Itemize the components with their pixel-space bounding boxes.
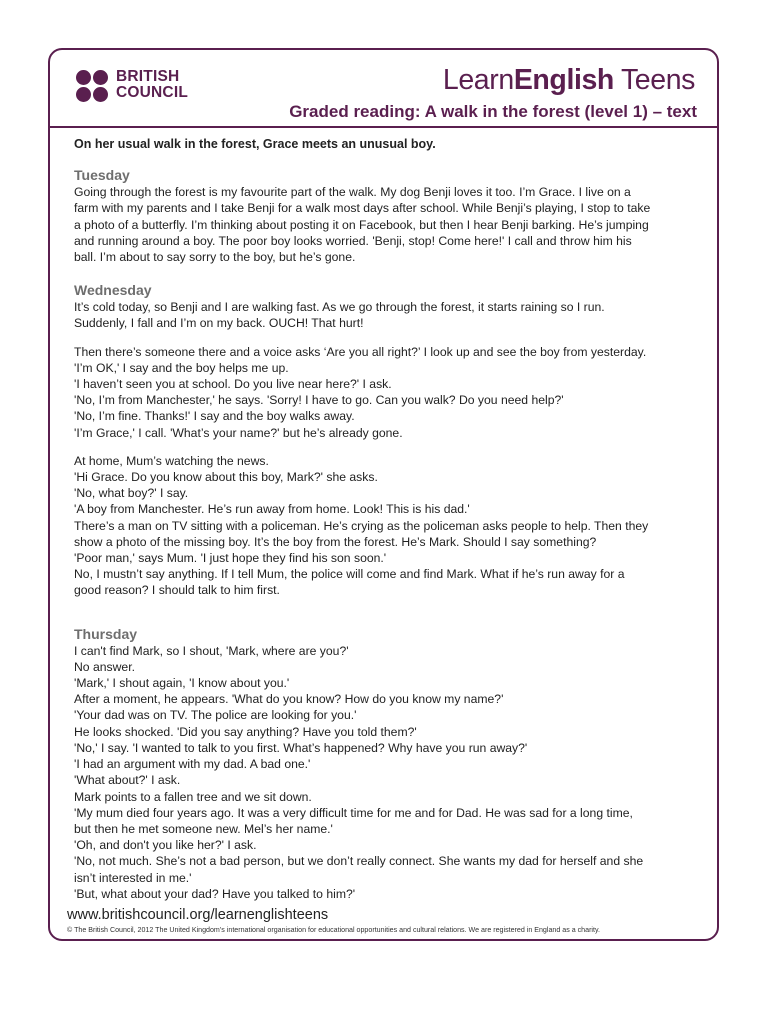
text-line: show a photo of the missing boy. It’s the boy from the forest. He’s Mark. Should I say something? (74, 534, 597, 549)
wednesday-paragraph-1 (74, 299, 704, 331)
text-line: and running around a boy. The poor boy looks worried. 'Benji, stop! Come here!' I call and throw him his (74, 233, 632, 248)
british-council-logo (76, 70, 196, 104)
text-line: 'Mark,' I shout again, 'I know about you.' (74, 676, 290, 691)
heading-thursday: Thursday (74, 625, 138, 642)
text-line: 'But, what about your dad? Have you talked to him?' (74, 886, 356, 901)
british-council-dots-icon (76, 70, 110, 104)
text-line: He looks shocked. 'Did you say anything? Have you told them?' (74, 724, 417, 739)
text-line: 'No, I’m fine. Thanks!' I say and the boy walks away. (74, 409, 355, 424)
thursday-paragraph (74, 643, 704, 902)
text-line: 'No, what boy?' I say. (74, 486, 189, 501)
brand-part-learn: Learn (442, 64, 514, 96)
text-line: a photo of a butterfly. I’m thinking about posting it on Facebook, but then I hear Benji barking. He’s jumping (74, 217, 649, 232)
text-line: After a moment, he appears. 'What do you know? How do you know my name?' (74, 692, 504, 707)
text-line: Then there’s someone there and a voice asks ‘Are you all right?’ I look up and see the boy from yesterday. (74, 344, 647, 359)
text-line: 'I had an argument with my dad. A bad one.' (74, 757, 311, 772)
text-line: 'No,' I say. 'I wanted to talk to you first. What’s happened? Why have you run away?' (74, 740, 528, 755)
text-line: 'No, I’m from Manchester,' he says. 'Sorry! I have to go. Can you walk? Do you need help?' (74, 393, 564, 408)
text-line: 'A boy from Manchester. He’s run away from home. Look! This is his dad.' (74, 502, 470, 517)
text-line: 'Oh, and don't you like her?' I ask. (74, 838, 257, 853)
document-subtitle: Graded reading: A walk in the forest (level 1) – text (289, 102, 697, 121)
heading-tuesday: Tuesday (74, 167, 130, 184)
text-line: ball. I’m about to say sorry to the boy, but he’s gone. (74, 250, 356, 265)
text-line: No answer. (74, 659, 135, 674)
footer-copyright: © The British Council, 2012 The United Kingdom’s international organisation for educational opportunities and cultural relations. We are registered in England as a charity. (67, 926, 600, 934)
text-line: farm with my parents and I take Benji for a walk most days after school. While Benji’s playing, I stop to take (74, 201, 651, 216)
org-name (116, 69, 226, 101)
tuesday-paragraph (74, 184, 704, 265)
text-line: good reason? I should talk to him first. (74, 583, 280, 598)
text-line: 'My mum died four years ago. It was a very difficult time for me and for Dad. He was sad for a long time, (74, 805, 633, 820)
page-header (50, 50, 717, 126)
text-line: 'What about?' I ask. (74, 773, 181, 788)
org-name-line2: COUNCIL (116, 84, 189, 101)
footer-website-link[interactable]: www.britishcouncil.org/learnenglishteens (67, 907, 329, 923)
learnenglish-teens-brand (443, 64, 695, 97)
text-line: I can't find Mark, so I shout, 'Mark, where are you?' (74, 643, 349, 658)
text-line: 'I haven’t seen you at school. Do you live near here?' I ask. (74, 377, 392, 392)
text-line: At home, Mum’s watching the news. (74, 453, 269, 468)
text-line: There’s a man on TV sitting with a policeman. He’s crying as the policeman asks people to help. Then they (74, 518, 649, 533)
text-line: 'I’m Grace,' I call. 'What’s your name?' but he’s already gone. (74, 425, 403, 440)
text-line: Mark points to a fallen tree and we sit down. (74, 789, 312, 804)
text-line: but then he met someone new. Mel’s her name.' (74, 821, 333, 836)
org-name-line1: BRITISH (116, 68, 180, 85)
text-line: It’s cold today, so Benji and I are walking fast. As we go through the forest, it starts raining so I run. (74, 300, 605, 315)
text-line: Going through the forest is my favourite part of the walk. My dog Benji loves it too. I’m Grace. I live on a (74, 185, 631, 200)
reading-text (74, 136, 704, 902)
wednesday-paragraph-2 (74, 344, 704, 441)
text-line: 'Poor man,' says Mum. 'I just hope they find his son soon.' (74, 551, 387, 566)
brand-part-teens: Teens (613, 64, 695, 96)
text-line: 'Hi Grace. Do you know about this boy, Mark?' she asks. (74, 470, 378, 485)
heading-wednesday: Wednesday (74, 282, 152, 299)
text-line: 'Your dad was on TV. The police are looking for you.' (74, 708, 357, 723)
header-divider (50, 126, 717, 128)
text-line: 'I’m OK,' I say and the boy helps me up. (74, 360, 289, 375)
document-frame (48, 48, 719, 941)
text-line: No, I mustn’t say anything. If I tell Mum, the police will come and find Mark. What if he’s run away for a (74, 567, 625, 582)
text-line: 'No, not much. She’s not a bad person, but we don’t really connect. She wants my dad for herself and she (74, 854, 644, 869)
intro-sentence: On her usual walk in the forest, Grace meets an unusual boy. (74, 137, 436, 151)
text-line: isn’t interested in me.' (74, 870, 192, 885)
text-line: Suddenly, I fall and I’m on my back. OUCH! That hurt! (74, 316, 364, 331)
wednesday-paragraph-3 (74, 453, 704, 599)
brand-part-english: English (513, 64, 614, 96)
